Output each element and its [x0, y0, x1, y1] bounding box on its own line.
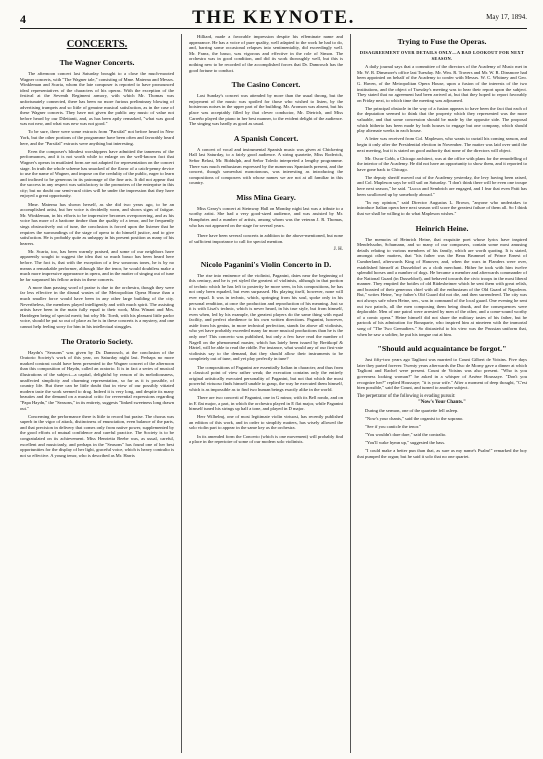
- article-paragraph: A letter was received from Col. Mapleson, who wants to curtail his coming season, and begin it only after the Presidential election in November. The matter was laid over until the next meeting, but it is stated on good authority that none of the directors will object.: [357, 136, 527, 153]
- section-heading-concerts: CONCERTS.: [66, 39, 128, 50]
- article-paragraph: Mme. Materna has shown herself, as she did two years ago, to be an accomplished artist, but her voice is decidedly worn, and shows signs of fatigue. Mr. Winkleman, in his efforts to be impressive becomes overpowering, and as his voice has more of a baritone timbre than the quality of a tenor, and he frequently sings obstructively out of tune, the conclusion is forced upon the listener that he requires the surroundings of the stage of opera to do himself justice, and to give satisfaction. He is probably quite as unhappy in his present position as many of his hearers.: [20, 201, 174, 246]
- article-title-geary: Miss Mina Geary.: [236, 192, 296, 202]
- article-paragraph: A daily journal says that a committee of the directors of the Academy of Music met in Mr. W. R. Dinsmore's office last Tuesday. Mr. Wm. R. Travers and Mr. W. R. Dinsmore had been appointed on behalf of the Academy to confer with Messrs. W. C. Whitney and Geo. G. Haven, of the Metropolitan Opera House, upon a fusion of the interests of the two institutions, and the object of Tuesday's meeting was to hear their report upon the subject. They stated that no agreement had been arrived at, but that they hoped to report favorably on Friday next, to which time the meeting was adjourned.: [357, 64, 527, 103]
- article-title-spanish: A Spanish Concert.: [233, 133, 299, 143]
- article-paragraph: Even the composer's blindest worshippers have admitted the tameness of the performances, and it is not worth while to enlarge on the well-known fact that Wagner's operas in mutilated form are not adapted for representation on the concert stage. In truth the whole scheme has smacked of the flavor of a catch-penny device to use the name of Wagner, and impose on the credulity of the public, eager to learn and inclined to be generous in its patronage of the fine arts. It did not appear that the success in any respect was satisfactory to the promoters of the enterprise in this city; but no doubt our semi-rural cities will be under the impression that they have enjoyed a great opportunity.: [20, 148, 174, 199]
- article-paragraph: The deputy sheriff moved out of the Academy yesterday, the levy having been raised, and Col. Mapleson says he will sail on Saturday. "I don't think there will be even one troupe here next season," he said. "Lucca and Sembrich are engaged, and I fear that even Patti has been swallowed up by somebody abroad.": [357, 174, 527, 197]
- article-paragraph: To be sure, there were some extracts from "Parsifal" not before heard in New York, but the other portions of the programme have been often and favorably heard here, and the "Parsifal" extracts were anything but interesting.: [20, 129, 174, 146]
- article-paragraph: "You'll wake hymn up," suggested the bass.: [365, 440, 446, 446]
- article-paragraph: "See if you canticle the tenor.": [365, 424, 422, 430]
- article-title-fuse: Trying to Fuse the Operas.: [397, 37, 487, 46]
- article-title-casino: The Casino Concert.: [231, 80, 301, 90]
- article-paragraph: Hilliard, made a favorable impression despite his effeminate name and appearance. He has a voice of pure quality, well adapted to the work he had to do, and, barring some occasional relapses into sentimentality, did exceedingly well. Mr. Franz, the basso, was vigorous and effective in the role of Simon. The orchestra was in good condition, and did its work thoroughly well, but this is nothing new to be recorded of the accomplished forces that Dr. Damrosch has the good fortune to conduct.: [189, 34, 343, 73]
- article-paragraph: The perpetrator of the following is evading pursuit:: [357, 393, 456, 399]
- article-paragraph: Mr. Oscar Cobb, a Chicago architect, was at the office with plans for the remodelling of the interior of the Academy. He did not have an opportunity to show them, and it reported to have gone back to Chicago.: [357, 155, 527, 172]
- article-paragraph: The memoirs of Heinrich Heine, that exquisite poet whose lyrics have inspired Mendelssohn, Schumann, and so many of our composers, contain some most amusing details relating to various members of his family, which are worth quoting. It is stated, amongst other matters, that "his father was the Beau Brummel of Prince Ernest of Cumberland, afterwards King of Hanover, and, when the wars in Flanders were over, established himself at Dusseldorf as a cloth merchant. Hither he took with him twelve splendid horses and a number of dogs. He became a member and afterwards commander of the National Guard (in Dusseldorf), and behaved towards the civic troops in the most liberal manner. They emptied the bottles of old Rüdesheimer which he sent them with great relish, and boasted of their generous chief with all the enthusiasm of the Old Guard of Napoleon. But," writes Heine, "my father's Old Guard did not die, and then surrendered. The city was not always safe when Heine, sen., was in command of the local guard. One evening he sent out two patrols, all the men composing them being drunk, and the consequences were deplorable. Men of one patrol were arrested by men of the other, and a come-sound worthy of a comic opera." Heine himself did not share the military tastes of his father, but he partook of his admiration for Bonaparte, who inspired him at nineteen with the immortal song of "The Two Grenadiers." So distasteful to his view was the Prussian uniform that, when he saw a soldier, he put his tongue out at him.: [357, 236, 527, 337]
- column-rule-1: [181, 34, 182, 753]
- masthead: [20, 6, 527, 29]
- column-1: [20, 34, 174, 753]
- article-paragraph: The compositions of Paganini are essentially Italian in character, and thus from a classical point of view rather weak; the execution contains only the entirely original artistically executed personality of Paganini, but not that which the most powerful virtuoso finds himself unable to grasp, the way he executed them himself, which is as impossible as to find two human beings exactly alike in the world.: [189, 364, 343, 392]
- article-paragraph: "I could make a better pun than that, as sure as my name's Psalm!" remarked the boy that pumped the organ; but he said it solo that no one quartet.: [357, 448, 527, 460]
- article-paragraph: In its amended form the Concerto (which is one movement) will probably find a place in the repertoire of some of our modern solo violinists.: [189, 433, 343, 445]
- article-paragraph: During the sermon, one of the quartette fell asleep.: [365, 407, 459, 413]
- issue-date: May 17, 1894.: [486, 13, 527, 21]
- page-number: 4: [20, 12, 26, 26]
- column-rule-2: [350, 34, 351, 753]
- article-title-acquaintance: "Should auld acquaintance be forgot.": [377, 344, 507, 354]
- article-title-wagner: The Wagner Concerts.: [59, 58, 135, 67]
- article-paragraph: Herr Wilhelmj, one of most legitimate violin virtuosi, has recently published an edition of this work, and in order to simplify matters, has wisely allowed the solo violin part to appear in the same key as the orchestra.: [189, 414, 343, 431]
- article-paragraph: Miss Geary's concert at Steinway Hall on Monday night last was a tribute to a worthy artist. She had a very good-sized audience, and was assisted by Mr. Humphries and a number of artists, among whom was the veteran J. R. Thomas, who has not appeared on the stage for several years.: [189, 205, 343, 228]
- article-title-paganini: Nicolo Paganini's Violin Concerto in D.: [200, 259, 332, 269]
- column-2: [189, 34, 343, 753]
- article-paragraph: The principal obstacle in the way of a fusion appears to have been the fact that each of the deputation seemed to think that the property which they represented was the more valuable, and that some concession should be made by the opposite side. The proposal which hitherto has been made by both houses to engage but one company, which should play alternate weeks in each house.: [357, 105, 527, 134]
- newspaper-title: THE KEYNOTE.: [192, 7, 355, 28]
- article-title-chants: "Now's Your Chants.": [418, 400, 466, 406]
- article-paragraph: Mr. Scaria, too, has been warmly praised, and some of our neighbors have apparently sought to suggest the idea that so much basso has been heard here before. The fact is, that with the exception of a few sonorous tones, he is by no means a remarkable performer, although like the tenor, he would doubtless make a much more impressive appearance in opera, and in the matter of singing out of tune he far surpassed his fellow artists in these concerts.: [20, 248, 174, 282]
- article-paragraph: A more than passing word of praise is due to the orchestra, though they were far less effective in the dismal wastes of the Metropolitan Opera House than a much smaller force would have been in any other large building of the city. Nevertheless, the members played intelligently and with much spirit. The assisting artists have been in the main fully equal to their work, Miss Winant and Mrs. Hartdegen being of special merit; but why Mr. Toedt, with his pleasant little parlor voice, should be put so out of place as he is in these concerts is a mystery, and one cannot help feeling sorry for him in his intellectual struggles.: [20, 284, 174, 330]
- article-paragraph: "Now's your chants," said the organist to the soprano.: [365, 416, 464, 422]
- article-paragraph: The rise into eminence of the violinist, Paganini, dates near the beginning of this century, and he is yet styled the greatest of violinists, although in that portion of technic which he has left to posterity he more seen, in his compositions, he has not only been equaled, but even surpassed. His playing itself, however, none will ever equal. It was in technic, which, springing from his soul, spoke only in his personal rendition, at once the production and reproduction of his meaning. Just so it is with Liszt's technic, which is never heard, in his true style, but from himself, even when, led by his example, the greatest players do the same thing with equal facility, and perfect obedience to his own written directions. Paganini, however, aside from his genius, in more technical perfection, stands far above all violinists, who yet have probably exceeded many far more musical productions than he is the only one! This concerto was published, but only a few have read the number of Nagell on the phenomenal master, which has lately been issued by Breitkopf & Härtel, will be able to read the riddle. For instance, what would any of our first-rate violinists say to the demand, that they should allow their instruments to be completely out of tune, and yet play perfectly in tune?: [189, 272, 343, 362]
- column-3: [357, 34, 527, 753]
- article-subtitle: DISAGREEMENT OVER DETAILS ONLY—A BAD LOOKOUT FOR NEXT SEASON.: [359, 50, 525, 61]
- author-initials: J. H.: [333, 246, 343, 252]
- article-title-heine: Heinrich Heine.: [415, 223, 469, 233]
- article-paragraph: There have been several concerts in addition to the above-mentioned, but none of sufficient importance to call for special mention.: [189, 233, 343, 244]
- article-paragraph: A concert of vocal and instrumental Spanish music was given at Chickering Hall last Saturday, to a fairly good audience. A string quartette, Miss Roderick, Señor Belasi, Mr. Biddulph, and Señor Toledo interpreted a lengthy programme. There was much enthusiasm expressed by the numerous Spaniards present, and the concert, though somewhat monotonous, was interesting as introducing the compositions of composers with whose names we are not at all familiar in this country.: [189, 146, 343, 186]
- article-paragraph: Haydn's "Seasons" was given by Dr. Damrosch, at the conclusion of the Oratorio Society's work of this year, on Saturday night last. Perhaps no more marked contrast could have been presented to the Wagner concert of the afternoon than this composition of Haydn, called an oratorio. It is in fact a series of musical illustrations of the subject—a capital, delightful by reason of its melodiousness, unaffected simplicity and charming representation, so far as it is possible, of country life. But there can be little doubt that in view of our possibly vitiated modern taste the work seemed to drag. Indeed it is very long, and despite its many beauties and the demand on a musical critic for reverential expressions regarding "Papa Haydn," the "Seasons," in its entirety, suggests "linked sweetness long drawn out.": [20, 349, 174, 411]
- article-paragraph: Concerning the performance there is little to record but praise. The chorus was superb in the vigor of attack, distinctness of enunciation, even balance of the parts, and that precision in delivery that comes only from native power, supplemented by the good efforts of mutual confidence and careful practice. The Society is to be congratulated on its achievement. Miss Henrietta Beebe was, as usual, careful, excellent and musicianly, and perhaps in the "Seasons" has found one of her best opportunities for the display of her light, graceful voice, which is heavy contralto is not so effective. A young tenor, who is described as Mr. Harris: [20, 413, 174, 458]
- article-paragraph: Last Sunday's concert was attended by more than the usual throng, but the enjoyment of the music was spoiled for those who wished to listen, by the boisterous noises in the upper part of the building. Mr. Aronson was absent, but his place was acceptably filled by that clever conductor, Mr. Dietrich, and Miss Carreño played the piano in her best manner, to the evident delight of the audience. The singing was hardly as good as usual.: [189, 93, 343, 127]
- article-paragraph: "In my opinion," said Director Augustus L. Brown, "anyone who undertakes to introduce Italian opera here next season will score the greatest failure of them all. So I think that we shall be willing to do what Mapleson wishes.": [357, 199, 527, 216]
- article-paragraph: Just fifty-two years ago Taglioni was married to Count Gilbert de Voisins. Five days later they parted forever. Twenty years afterwards the Duc de Morny gave a dinner at which Taglioni and Rachel were present. Count de Voisins was also present. "Who is you governess looking woman?" he asked in a whisper of Arsène Houssaye. "Don't you recognize her?" replied Houssaye; "it is your wife." After a moment of deep thought, "C'est bien possible," said the Count, and turned to another subject.: [357, 357, 527, 391]
- article-title-oratorio: The Oratorio Society.: [61, 336, 133, 346]
- article-paragraph: There are two concerti of Paganini, one in G minor, with its Bell rondo, and on in E flat major, a part, in which the orchestra played in E flat major, while Paganini himself tuned his strings up half a tone, and played in D major.: [189, 395, 343, 412]
- article-paragraph: The afternoon concert last Saturday brought to a close the much-mooted Wagner concerts, with "The Wagner tale," consisting of Mme. Materna and Messrs. Winkleman and Scaria, whom the late composer is reported to have pronounced ideal representatives of the characters of his operas. With the exception of the festival at the Seventh Regiment armory, with which Mr. Thomas was unfortunately connected, there has been no more furious preliminary blowing of advertising trumpets and so little of genuine musical satisfaction, as in the case of these Wagner concerts. They have not given the public any music of value not before heard by our Dilettanti, and, as has been aptly remarked, "what was good was not new, and what was new was not good.": [20, 71, 174, 127]
- article-paragraph: "You wouldn't dare dare," said the contralto.: [365, 432, 447, 438]
